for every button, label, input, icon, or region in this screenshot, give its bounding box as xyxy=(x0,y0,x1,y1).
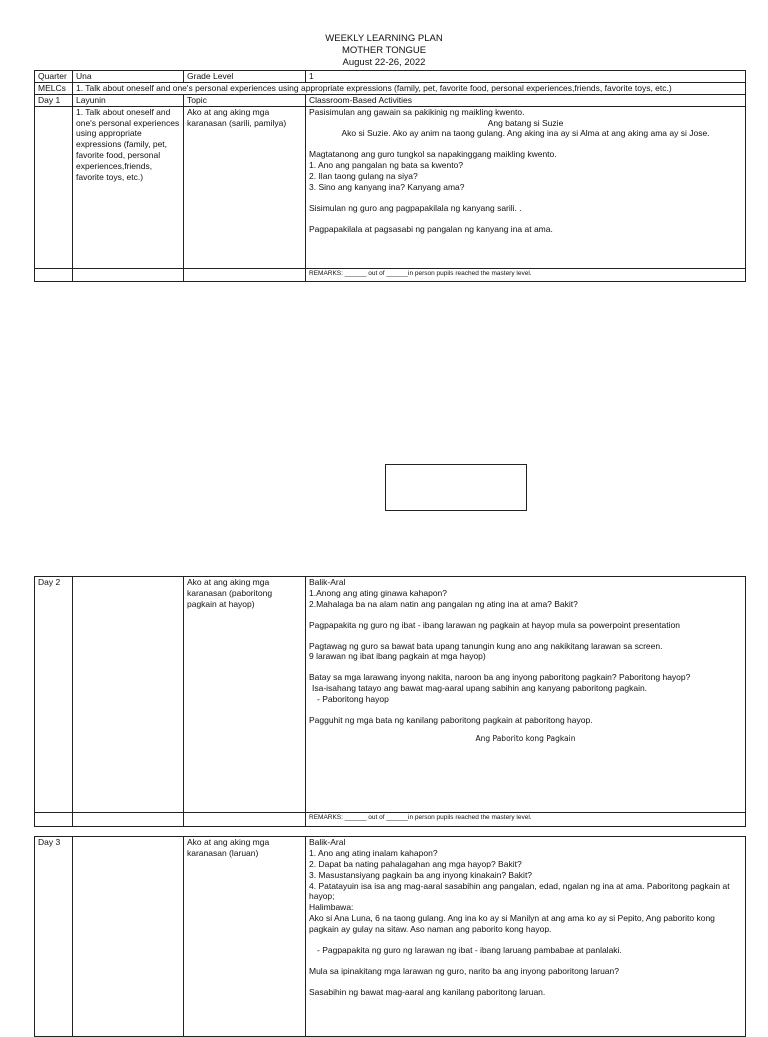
plan-table-day2 xyxy=(34,576,746,827)
activity-line: Sasabihin ng bawat mag-aaral ang kanilang paboritong laruan. xyxy=(309,986,546,997)
melcs-label: MELCs xyxy=(35,82,73,94)
layunin-header: Layunin xyxy=(73,94,184,106)
remarks-empty-cell xyxy=(73,268,184,281)
question-line: 1.Anong ang ating ginawa kahapon? xyxy=(309,587,448,598)
remarks-empty-cell xyxy=(184,268,306,281)
plan-table-day3 xyxy=(34,836,746,1037)
remarks-empty-cell xyxy=(184,813,306,827)
document-title: WEEKLY LEARNING PLAN xyxy=(325,33,443,44)
day2-label: Day 2 xyxy=(35,577,73,813)
example-text: Ako si Ana Luna, 6 na taong gulang. Ang ina ko ay si Manilyn at ang ama ko ay si Pepito, Ang paborito kong pagkain ay gulay na sitaw. Aso naman ang paborito kong hayop. xyxy=(309,913,715,934)
grade-label: Grade Level xyxy=(184,71,306,83)
activity-line: Pagguhit ng mga bata ng kanilang paboritong pagkain at paboritong hayop. xyxy=(309,714,593,725)
story-title: Ang batang si Suzie xyxy=(487,117,564,128)
day2-empty-cell xyxy=(73,577,184,813)
remarks-empty-cell xyxy=(35,268,73,281)
question-line: 4. Patatayuin isa isa ang mag-aaral sasabihin ang pangalan, edad, ngalan ng ina at ama. Paboritong pagkain at hayop; xyxy=(309,880,730,902)
activity-line: 9 larawan ng ibat ibang pagkain at mga hayop) xyxy=(309,651,486,662)
quarter-value: Una xyxy=(73,71,184,83)
question-line: 2.Mahalaga ba na alam natin ang pangalan ng ating ina at ama? Bakit? xyxy=(309,598,578,609)
question-line: 2. Ilan taong gulang na siya? xyxy=(309,171,418,181)
day2-activities xyxy=(306,577,746,813)
topic-header: Topic xyxy=(184,94,306,106)
activity-line: Mula sa ipinakitang mga larawan ng guro, narito ba ang inyong paboritong laruan? xyxy=(309,965,619,976)
activity-line: Pagpapakita ng guro ng ibat - ibang larawan ng pagkain at hayop mula sa powerpoint presentation xyxy=(309,619,680,630)
question-line: 3. Sino ang kanyang ina? Kanyang ama? xyxy=(309,181,465,192)
day3-empty-cell xyxy=(73,837,184,1037)
question-line: 1. Ano ang pangalan ng bata sa kwento? xyxy=(309,160,464,171)
activity-line: - Paboritong hayop xyxy=(317,694,389,704)
remarks-empty-cell xyxy=(73,813,184,827)
day2-remarks: REMARKS: ______ out of ______in person pupils reached the mastery level. xyxy=(306,813,746,827)
melcs-value: 1. Talk about oneself and one's personal experiences using appropriate expressions (family, pet, favorite food, personal experiences,friends, favorite toys, etc.) xyxy=(73,82,746,94)
remarks-empty-cell xyxy=(35,813,73,827)
story-text: Ako si Suzie. Ako ay anim na taong gulang. Ang aking ina ay si Alma at ang aking ama ay si Jose. xyxy=(341,128,710,139)
activity-line: Pagpapakilala at pagsasabi ng pangalan ng kanyang ina at ama. xyxy=(309,223,553,234)
question-line: 1. Ano ang ating inalam kahapon? xyxy=(309,847,438,858)
question-line: 3. Masustansiyang pagkain ba ang inyong kinakain? Bakit? xyxy=(309,869,533,880)
activity-line: Halimbawa: xyxy=(309,902,354,913)
day1-remarks: REMARKS: ______ out of ______in person pupils reached the mastery level. xyxy=(306,268,746,281)
activity-line: Pasisimulan ang gawain sa pakikinig ng maikling kwento. xyxy=(309,106,525,117)
drawing-caption: Ang Paborito kong Pagkain xyxy=(475,733,576,743)
activity-line: - Pagpapakita ng guro ng larawan ng ibat - ibang laruang pambabae at panlalaki. xyxy=(317,944,622,955)
day3-topic: Ako at ang aking mga karanasan (laruan) xyxy=(184,837,306,1037)
activity-line: Pagtawag ng guro sa bawat bata upang tanungin kung ano ang nakikitang larawan sa screen. xyxy=(309,640,663,651)
day3-label: Day 3 xyxy=(35,837,73,1037)
day1-objective: 1. Talk about oneself and one's personal experiences using appropriate expressions (family, pet, favorite food, personal experiences,friends, favorite toys, etc.) xyxy=(73,106,184,268)
day1-label: Day 1 xyxy=(35,94,73,106)
day1-empty-cell xyxy=(35,106,73,268)
quarter-label: Quarter xyxy=(35,71,73,83)
activity-line: Isa-isahang tatayo ang bawat mag-aaral upang sabihin ang kanyang paboritong pagkain. xyxy=(312,683,648,694)
day3-activities xyxy=(306,837,746,1037)
day1-activities xyxy=(306,106,746,268)
grade-value: 1 xyxy=(306,71,746,83)
activity-line: Batay sa mga larawang inyong nakita, naroon ba ang inyong paboritong pagkain? Paboritong hayop? xyxy=(309,672,691,683)
activity-line: Balik-Aral xyxy=(309,837,346,847)
day2-topic: Ako at ang aking mga karanasan (paboritong pagkain at hayop) xyxy=(184,577,306,813)
question-line: 2. Dapat ba nating pahalagahan ang mga hayop? Bakit? xyxy=(309,858,522,869)
date-range: August 22-26, 2022 xyxy=(342,57,426,68)
plan-table-day1 xyxy=(34,70,746,282)
activities-header: Classroom-Based Activities xyxy=(306,94,746,106)
day1-topic: Ako at ang aking mga karanasan (sarili, pamilya) xyxy=(184,106,306,268)
activity-line: Sisimulan ng guro ang pagpapakilala ng kanyang sarili. . xyxy=(309,202,522,213)
subject-title: MOTHER TONGUE xyxy=(341,45,427,56)
activity-line: Magtatanong ang guro tungkol sa napakinggang maikling kwento. xyxy=(309,149,557,160)
blank-box xyxy=(385,464,527,511)
activity-line: Balik-Aral xyxy=(309,577,346,587)
